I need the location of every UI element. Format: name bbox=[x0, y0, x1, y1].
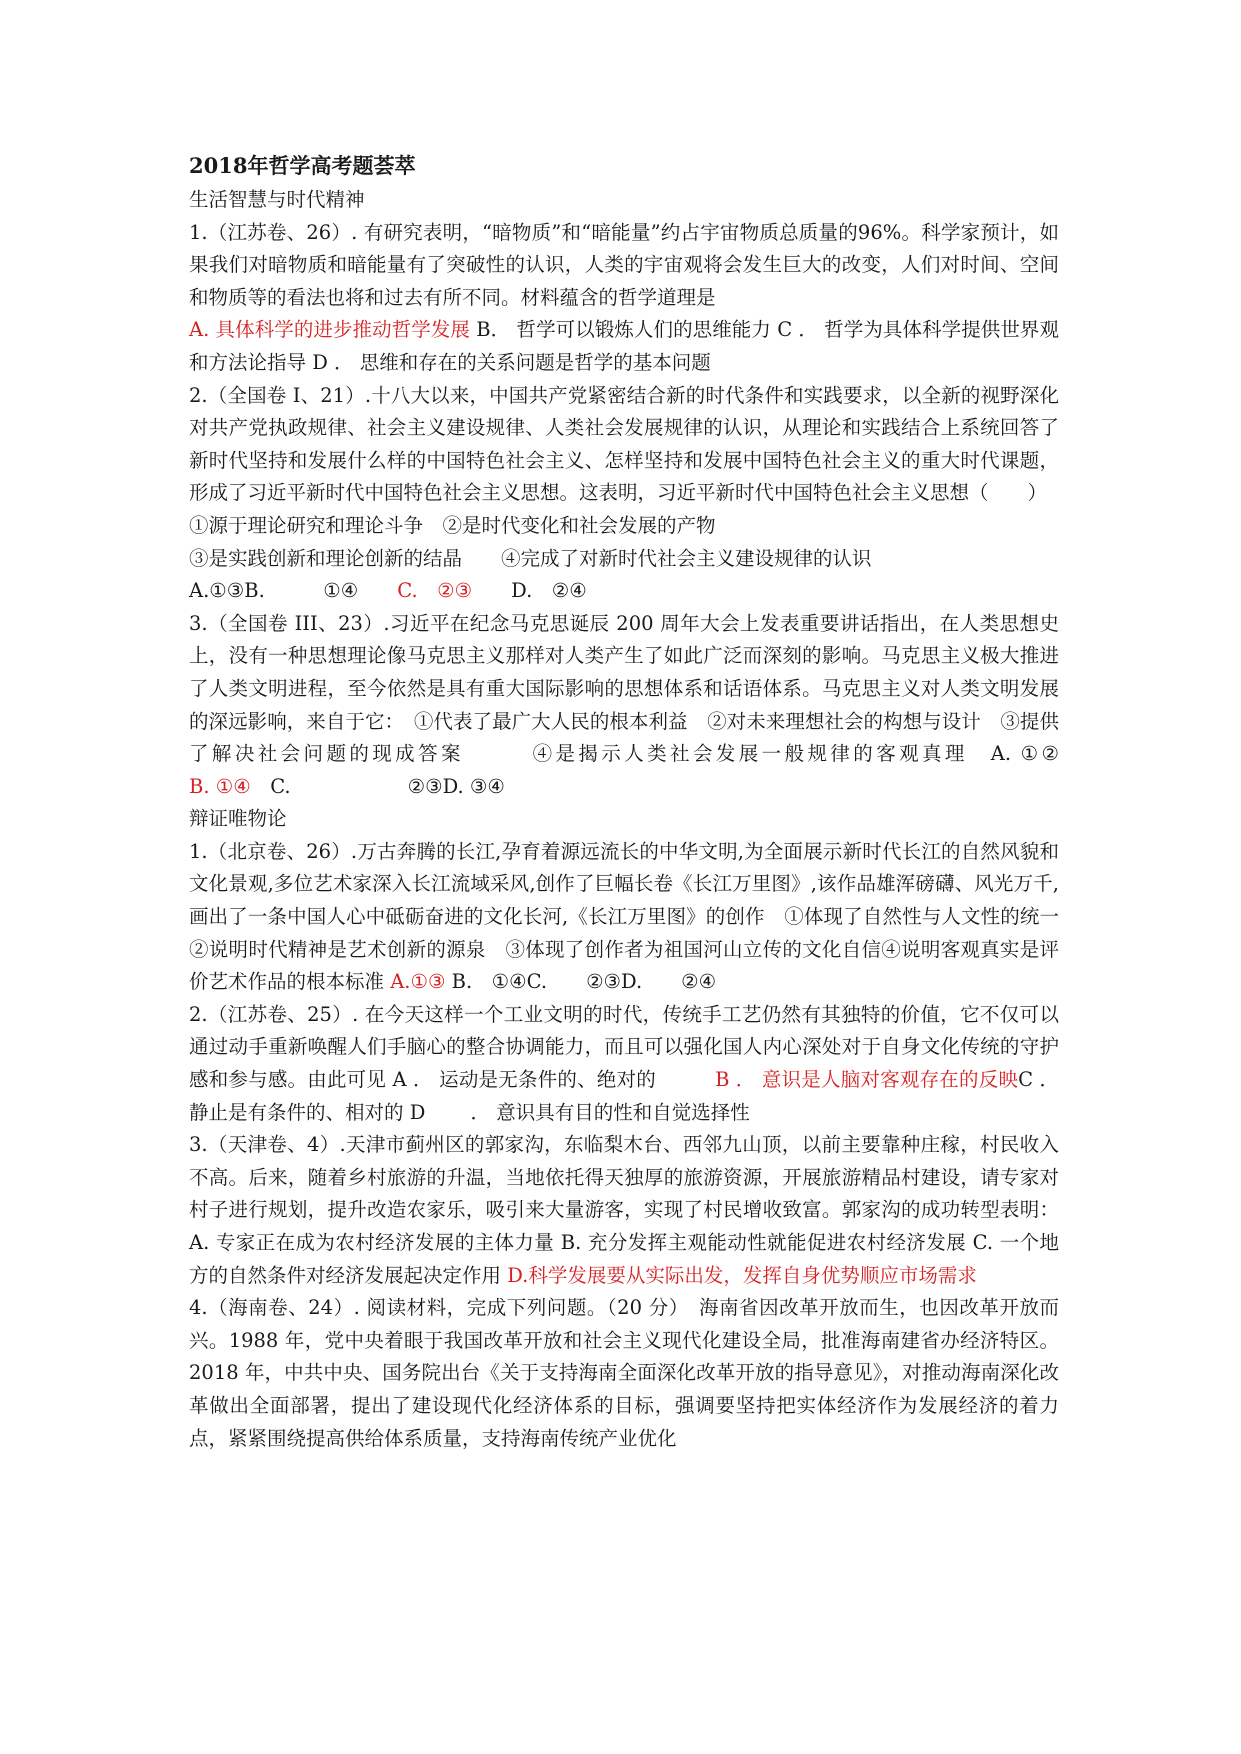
question-options bbox=[189, 575, 1059, 608]
question-options: C. ②③D. ③④ bbox=[250, 774, 505, 798]
answer-highlight: B. ①④ bbox=[189, 774, 251, 798]
question-stem: 3.（天津卷、4）.天津市蓟州区的郭家沟，东临梨木台、西邻九山顶，以前主要靠种庄稼，村民收入不高。后来，随着乡村旅游的升温，当地依托得天独厚的旅游资源，开展旅游精品村建设，请专家对村子进行规划，提升改造农家乐，吸引来大量游客，实现了村民增收致富。郭家沟的成功转型表明： A. 专家正在成为农村经济发展的主体力量 B. 充分发挥主观能动性就能促进农村经济发展 C. 一个地方的自然条件对经济发展起决定作用 bbox=[189, 1133, 1059, 1287]
question-2-3 bbox=[189, 1129, 1059, 1292]
option-a: A.①③B. ①④ bbox=[189, 579, 398, 603]
question-stem: 1.（北京卷、26）.万古奔腾的长江,孕育着源远流长的中华文明,为全面展示新时代长江的自然风貌和文化景观,多位艺术家深入长江流域采风,创作了巨幅长卷《长江万里图》,该作品雄浑磅礴、风光万千,画出了一条中国人心中砥砺奋进的文化长河,《长江万里图》的创作 ①体现了自然性与人文性的统一 ②说明时代精神是艺术创新的源泉 ③体现了创作者为祖国河山立传的文化自信④说明客观真实是评价艺术作品的根本标准 bbox=[189, 839, 1059, 994]
question-statement-line: ①源于理论研究和理论斗争 ②是时代变化和社会发展的产物 bbox=[189, 513, 716, 537]
option-d: D. ②④ bbox=[472, 579, 587, 603]
question-stem: 2.（全国卷 I、21）.十八大以来，中国共产党紧密结合新的时代条件和实践要求，以全新的视野深化对共产党执政规律、社会主义建设规律、人类社会发展规律的认识，从理论和实践结合上系统回答了新时代坚持和发展什么样的中国特色社会主义、怎样坚持和发展中国特色社会主义的重大时代课题，形成了习近平新时代中国特色社会主义思想。这表明，习近平新时代中国特色社会主义思想（ ） bbox=[189, 383, 1059, 505]
section-heading-1: 生活智慧与时代精神 bbox=[189, 188, 365, 211]
question-stem: 3.（全国卷 III、23）.习近平在纪念马克思诞辰 200 周年大会上发表重要讲话指出，在人类思想史上，没有一种思想理论像马克思主义那样对人类产生了如此广泛而深刻的影响。马克思主义极大推进了人类文明进程，至今依然是具有重大国际影响的思想体系和话语体系。马克思主义对人类文明发展的深远影响，来自于它： ①代表了最广大人民的根本利益 ②对未来理想社会的构想与设计 ③提供了解决社会问题的现成答案 ④是揭示人类社会发展一般规律的客观真理 A. ①② bbox=[189, 611, 1176, 766]
document-page bbox=[189, 148, 1176, 1455]
question-options: B． 哲学可以锻炼人们的思维能力 C ． 哲学为具体科学提供世界观和方法论指导 D ． 思维和存在的关系问题是哲学的基本问题 bbox=[189, 318, 1059, 374]
question-stem: 4.（海南卷、24）. 阅读材料，完成下列问题。（20 分） 海南省因改革开放而生，也因改革开放而兴。1988 年，党中央着眼于我国改革开放和社会主义现代化建设全局，批准海南建省办经济特区。2018 年，中共中央、国务院出台《关于支持海南全面深化改革开放的指导意见》，对推动海南深化改革做出全面部署，提出了建设现代化经济体系的目标，强调要坚持把实体经济作为发展经济的着力点，紧紧围绕提高供给体系质量，支持海南传统产业优化 bbox=[189, 1296, 1059, 1450]
question-1-2 bbox=[189, 380, 1059, 510]
answer-highlight: B ． 意识是人脑对客观存在的反映 bbox=[715, 1068, 1019, 1092]
question-stem: 2.（江苏卷、25）. 在今天这样一个工业文明的时代，传统手工艺仍然有其独特的价值，它不仅可以通过动手重新唤醒人们手脑心的整合协调能力，而且可以强化国人内心深处对于自身文化传统的守护感和参与感。由此可见 A ． 运动是无条件的、绝对的 bbox=[189, 1002, 1059, 1092]
question-1-3 bbox=[189, 608, 1176, 804]
question-2-2 bbox=[189, 999, 1059, 1129]
question-statement-line: ③是实践创新和理论创新的结晶 ④完成了对新时代社会主义建设规律的认识 bbox=[189, 546, 872, 570]
question-stem: 1.（江苏卷、26）. 有研究表明，“暗物质”和“暗能量”约占宇宙物质总质量的96%。科学家预计，如果我们对暗物质和暗能量有了突破性的认识，人类的宇宙观将会发生巨大的改变，人们对时间、空间和物质等的看法也将和过去有所不同。材料蕴含的哲学道理是 bbox=[189, 220, 1059, 309]
question-options: C ． 静止是有条件的、相对的 D ． 意识具有目的性和自觉选择性 bbox=[189, 1068, 1059, 1124]
question-options: B. ①④C. ②③D. ②④ bbox=[445, 970, 717, 994]
section-heading-2: 辩证唯物论 bbox=[189, 807, 287, 831]
question-1-1 bbox=[189, 217, 1059, 380]
answer-highlight: D.科学发展要从实际出发，发挥自身优势顺应市场需求 bbox=[507, 1263, 977, 1287]
answer-highlight: C. ②③ bbox=[397, 579, 473, 603]
answer-highlight: A. 具体科学的进步推动哲学发展 bbox=[189, 318, 470, 342]
question-2-1 bbox=[189, 836, 1059, 999]
answer-highlight: A.①③ bbox=[390, 970, 446, 994]
document-title: 2018年哲学高考题荟萃 bbox=[189, 153, 416, 178]
question-2-4 bbox=[189, 1292, 1059, 1455]
